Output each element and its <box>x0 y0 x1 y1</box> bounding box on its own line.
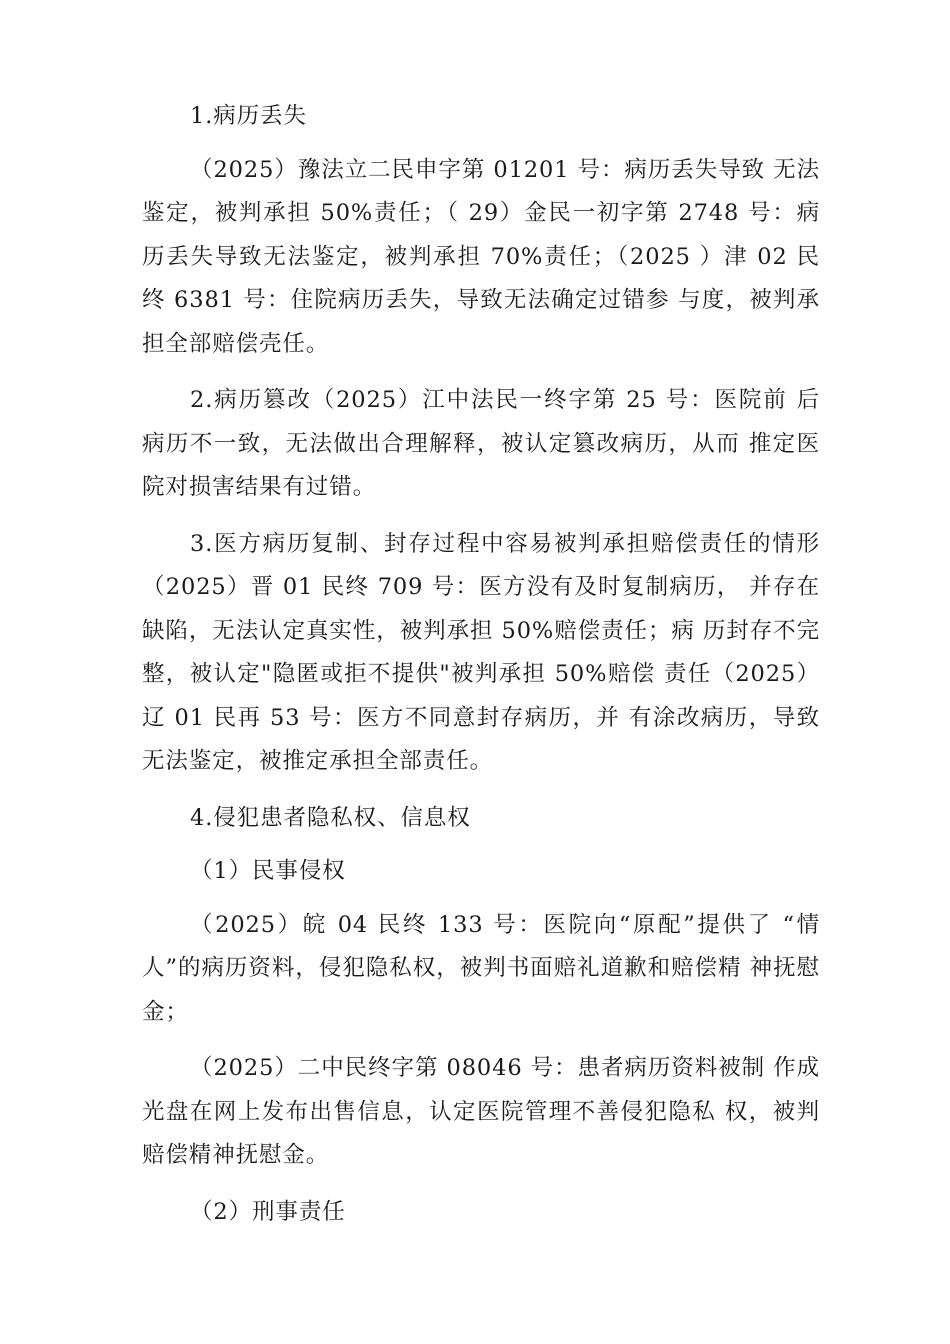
subheading-criminal-liability: （2）刑事责任 <box>190 1198 346 1225</box>
paragraph-record-tampering: 2.病历篡改（2025）江中法民一终字第 25 号：医院前 后病历不一致，无法做出合理解释，被认定篡改病历，从而 推定医院对损害结果有过错。 <box>142 387 820 500</box>
subheading-civil-tort: （1）民事侵权 <box>190 858 346 884</box>
heading-record-loss: 1.病历丢失 <box>190 103 307 129</box>
heading-privacy-infringement: 4.侵犯患者隐私权、信息权 <box>190 804 471 831</box>
paragraph-civil-case-disc: （2025）二中民终字第 08046 号：患者病历资料被制 作成光盘在网上发布出售信息，认定医院管理不善侵犯隐私 权，被判赔偿精神抚慰金。 <box>142 1055 820 1168</box>
paragraph-copy-seal-liability: 3.医方病历复制、封存过程中容易被判承担赔偿责任的情形（2025）晋 01 民终 709 号：医方没有及时复制病历， 并存在缺陷，无法认定真实性，被判承担 50%赔偿责任；病 历封存不完整，被认定"隐匿或拒不提供"被判承担 50%赔偿 责任（2025）辽 01 民再 53 号：医方不同意封存病历，并 有涂改病历，导致无法鉴定，被推定承担全部责任。 <box>142 530 820 774</box>
paragraph-record-loss-cases: （2025）豫法立二民申字第 01201 号：病历丢失导致 无法鉴定，被判承担 50%责任；（ 29）金民一初字第 2748 号：病历丢失导致无法鉴定，被判承担 70%责任；（2025 ）津 02 民终 6381 号：住院病历丢失，导致无法确定过错参 与度，被判承担全部赔偿壳任。 <box>142 156 820 357</box>
paragraph-civil-case-wan: （2025）皖 04 民终 133 号：医院向“原配”提供了 “情人”的病历资料，侵犯隐私权，被判书面赔礼道歉和赔偿精 神抚慰金； <box>142 911 820 1025</box>
document-page <box>142 95 820 1244</box>
